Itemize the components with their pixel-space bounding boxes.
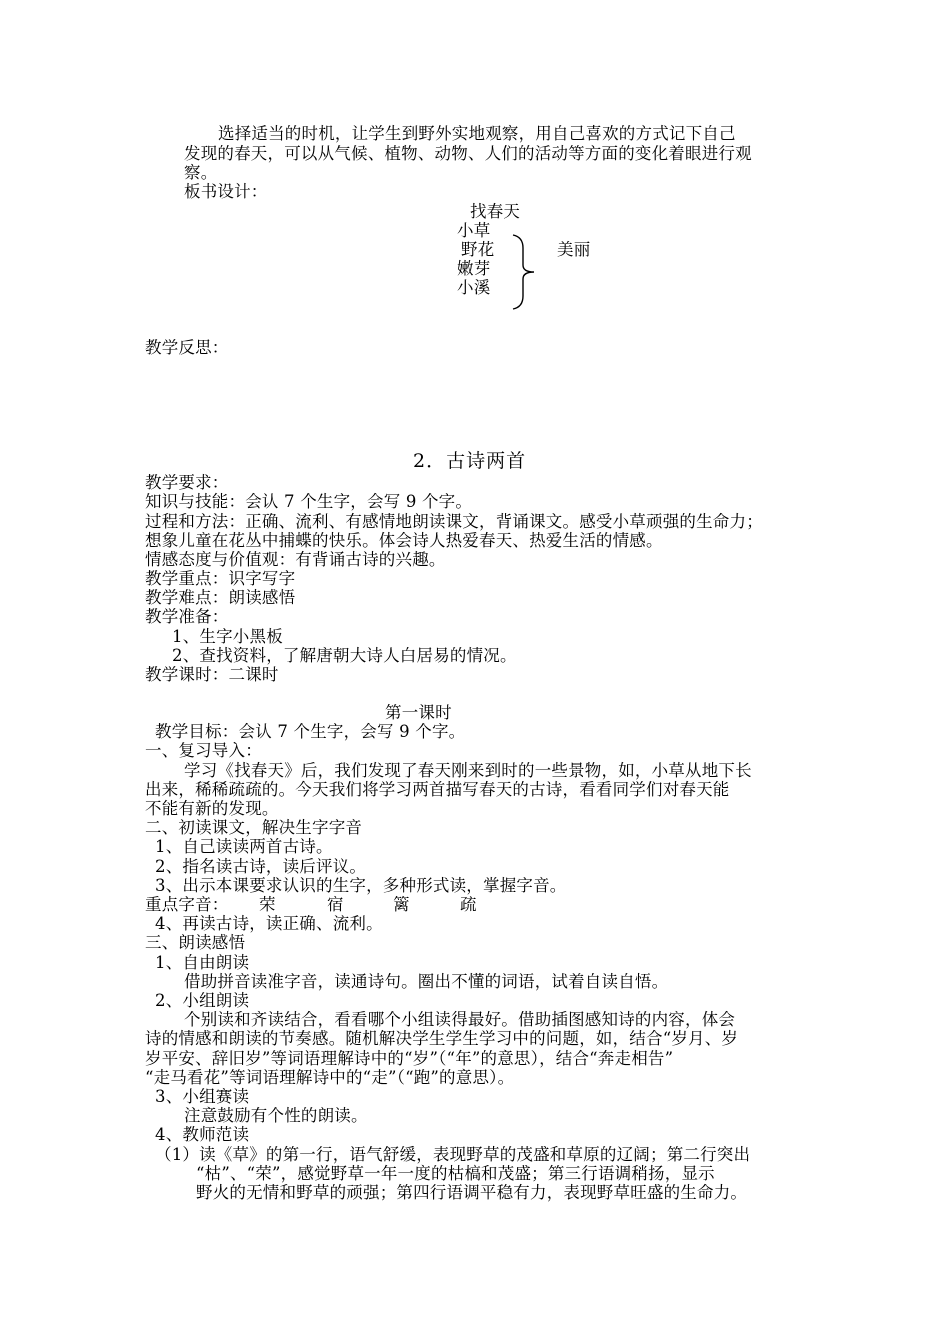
board-title: 找春天 [470, 202, 521, 221]
step-item: 3、出示本课要求认识的生字，多种形式读，掌握字音。 [155, 876, 567, 895]
teaching-key-point: 教学重点：识字写字 [145, 569, 296, 588]
board-item: 嫩芽 [457, 259, 491, 278]
step-heading: 三、朗读感悟 [145, 933, 246, 952]
step-paragraph-line: 个别读和齐读结合，看看哪个小组读得最好。借助插图感知诗的内容，体会 [184, 1010, 736, 1029]
process-methods-line-1: 过程和方法：正确、流利、有感情地朗读课文，背诵课文。感受小草顽强的生命力； [145, 512, 763, 531]
key-sound-char: 疏 [460, 895, 477, 914]
key-sound-char: 荣 [259, 895, 276, 914]
brace-symbol [510, 234, 542, 310]
step-paragraph-line: 野火的无情和野草的顽强；第四行语调平稳有力，表现野草旺盛的生命力。 [196, 1183, 748, 1202]
prep-item: 1、生字小黑板 [172, 627, 283, 646]
teaching-prep-label: 教学准备： [145, 607, 229, 626]
step-heading: 一、复习导入： [145, 741, 262, 760]
requirements-label: 教学要求： [145, 473, 229, 492]
emotion-attitude: 情感态度与价值观：有背诵古诗的兴趣。 [145, 550, 446, 569]
step-item: 4、教师范读 [155, 1125, 250, 1144]
observation-line-3: 察。 [184, 163, 218, 182]
section-title: 2．古诗两首 [413, 450, 527, 472]
lesson-goal: 教学目标：会认 7 个生字，会写 9 个字。 [155, 722, 466, 741]
lesson-title: 第一课时 [385, 703, 452, 722]
prep-item: 2、查找资料，了解唐朝大诗人白居易的情况。 [172, 646, 517, 665]
step-item: 1、自由朗读 [155, 953, 250, 972]
board-item: 小溪 [457, 278, 491, 297]
knowledge-skills: 知识与技能：会认 7 个生字，会写 9 个字。 [145, 492, 473, 511]
step-paragraph-line: 岁平安、辞旧岁”等词语理解诗中的“岁”（“年”的意思），结合“奔走相告” [145, 1049, 674, 1068]
teaching-difficulty: 教学难点：朗读感悟 [145, 588, 296, 607]
step-paragraph-line: 不能有新的发现。 [145, 799, 279, 818]
teaching-periods: 教学课时：二课时 [145, 665, 279, 684]
step-paragraph-line: “枯”、“荣”，感觉野草一年一度的枯槁和茂盛；第三行语调稍扬，显示 [196, 1164, 715, 1183]
process-methods-line-2: 想象儿童在花丛中捕蝶的快乐。体会诗人热爱春天、热爱生活的情感。 [145, 531, 663, 550]
key-sound-char: 宿 [327, 895, 344, 914]
board-item: 野花 [461, 240, 495, 259]
observation-line-1: 选择适当的时机，让学生到野外实地观察，用自己喜欢的方式记下自己 [218, 124, 736, 143]
key-sound-char: 篱 [393, 895, 410, 914]
reflection-label: 教学反思： [145, 338, 229, 357]
key-sounds-label: 重点字音： [145, 895, 229, 914]
step-paragraph-line: 学习《找春天》后，我们发现了春天刚来到时的一些景物，如，小草从地下长 [184, 761, 752, 780]
step-paragraph-line: （1）读《草》的第一行，语气舒缓，表现野草的茂盛和草原的辽阔；第二行突出 [155, 1145, 751, 1164]
step-item: 2、指名读古诗，读后评议。 [155, 857, 367, 876]
step-paragraph-line: 诗的情感和朗读的节奏感。随机解决学生学生学习中的问题，如，结合“岁月、岁 [145, 1029, 739, 1048]
board-design-label: 板书设计： [184, 182, 268, 201]
step-detail: 借助拼音读准字音，读通诗句。圈出不懂的词语，试着自读自悟。 [184, 972, 669, 991]
step-paragraph-line: “走马看花”等词语理解诗中的“走”（“跑”的意思）。 [145, 1068, 515, 1087]
board-item: 小草 [457, 221, 491, 240]
step-paragraph-line: 出来，稀稀疏疏的。今天我们将学习两首描写春天的古诗，看看同学们对春天能 [145, 780, 730, 799]
step-detail: 注意鼓励有个性的朗读。 [184, 1106, 368, 1125]
step-item: 1、自己读读两首古诗。 [155, 837, 333, 856]
step-item: 2、小组朗读 [155, 991, 250, 1010]
board-summary: 美丽 [557, 240, 591, 259]
observation-line-2: 发现的春天，可以从气候、植物、动物、人们的活动等方面的变化着眼进行观 [184, 144, 752, 163]
step-item: 3、小组赛读 [155, 1087, 250, 1106]
step-heading: 二、初读课文，解决生字字音 [145, 818, 363, 837]
step-item: 4、再读古诗，读正确、流利。 [155, 914, 383, 933]
